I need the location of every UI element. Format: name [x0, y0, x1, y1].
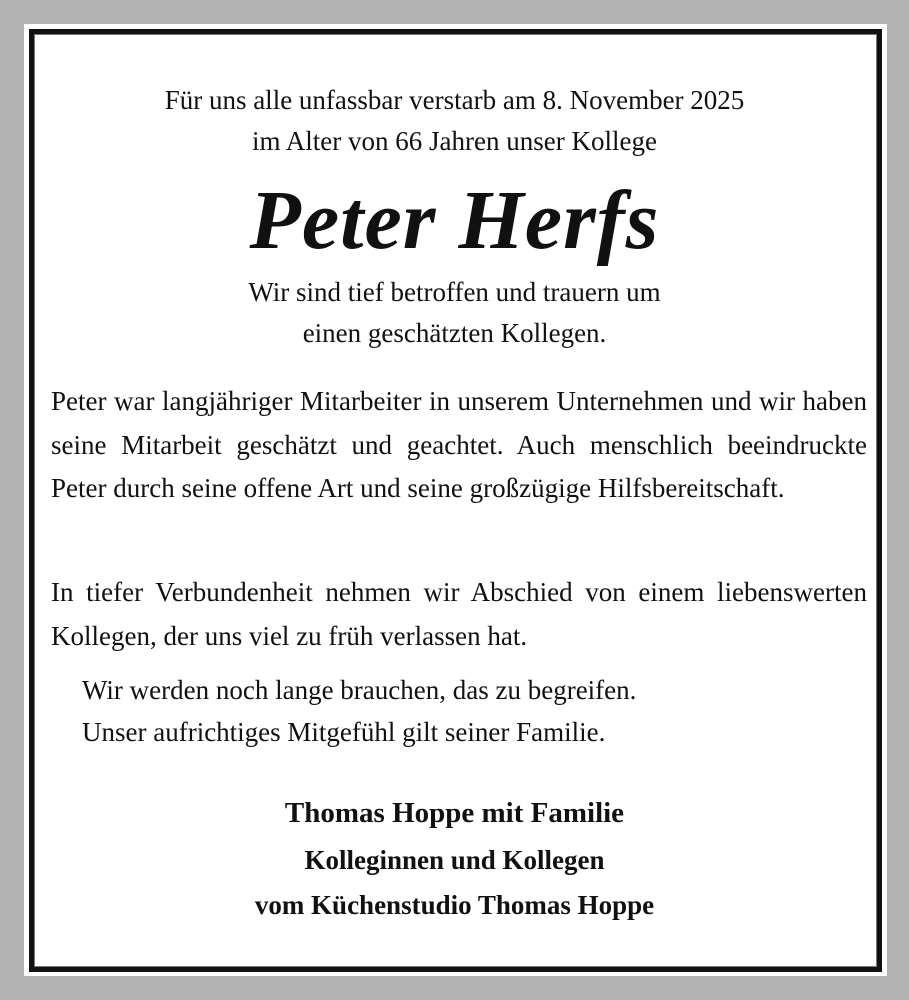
deceased-name: Peter Herfs: [249, 174, 660, 267]
closing-line-1: Wir werden noch lange brauchen, das zu begreifen.: [82, 675, 637, 705]
paragraph-2: In tiefer Verbundenheit nehmen wir Abschied von einem liebenswerten Kollegen, der uns viel zu früh verlassen hat.: [51, 577, 867, 651]
closing-line-2: Unser aufrichtiges Mitgefühl gilt seiner Familie.: [82, 717, 606, 747]
intro-line-1: Für uns alle unfassbar verstarb am 8. November 2025: [164, 85, 745, 115]
sub-line-1: Wir sind tief betroffen und trauern um: [248, 277, 661, 307]
signature-2: Kolleginnen und Kollegen: [304, 845, 605, 875]
paragraph-1: Peter war langjähriger Mitarbeiter in unserem Unternehmen und wir haben seine Mitarbeit geschätzt und geachtet. Auch menschlich beeindruckte Peter durch seine offene Art und seine großzügige Hilfsbereitschaft.: [51, 386, 867, 503]
signature-3: vom Küchenstudio Thomas Hoppe: [254, 890, 655, 920]
sub-line-2: einen geschätzten Kollegen.: [302, 318, 607, 348]
intro-line-2: im Alter von 66 Jahren unser Kollege: [252, 126, 657, 156]
signature-1: Thomas Hoppe mit Familie: [284, 797, 625, 829]
